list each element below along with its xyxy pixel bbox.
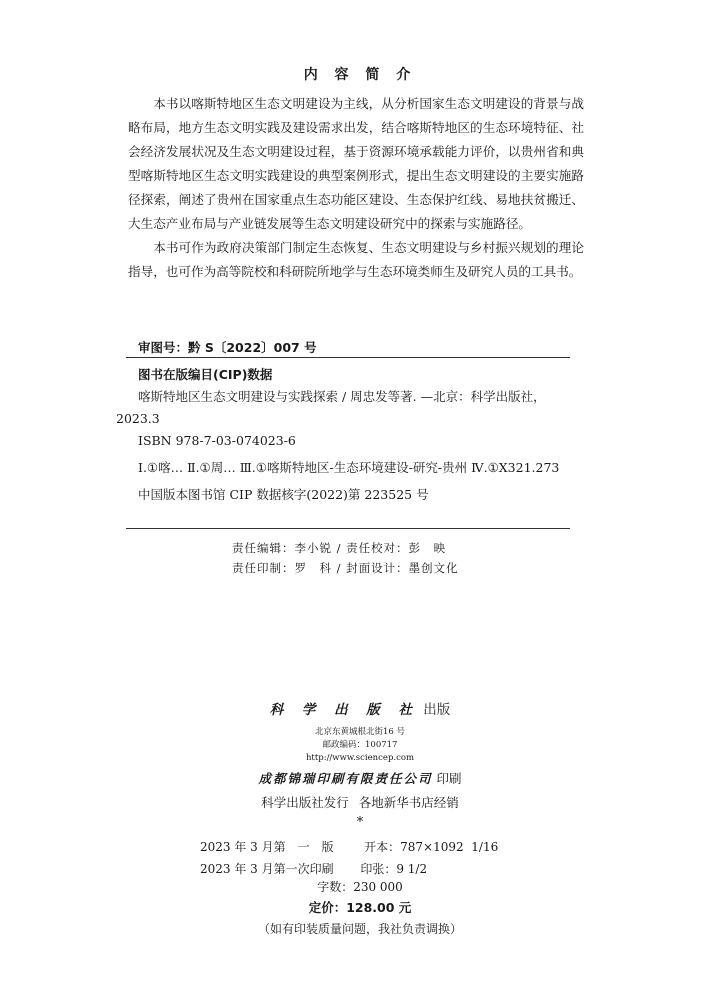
cip-entry: 喀斯特地区生态文明建设与实践探索 / 周忠发等著. —北京：科学出版社，2023.3 — [116, 389, 546, 426]
divider-top — [126, 357, 570, 358]
specs-row-1 — [200, 836, 498, 858]
word-count: 字数：230 000 — [317, 880, 403, 894]
publisher-website: http://www.sciencep.com — [305, 753, 415, 763]
cip-catalog-number: 中国版本图书馆 CIP 数据核字(2022)第 223525 号 — [138, 487, 429, 502]
abstract — [128, 92, 584, 284]
credits — [232, 538, 459, 578]
price: 定价：128.00 元 — [308, 900, 412, 915]
printing: 2023 年 3 月第一次印刷 — [200, 862, 334, 876]
edition: 2023 年 3 月第 一 版 — [200, 840, 334, 854]
divider-bottom — [126, 528, 570, 529]
printer-suffix: 印刷 — [436, 771, 462, 786]
publisher-line — [0, 698, 720, 718]
publisher-name: 科 学 出 版 社 — [269, 702, 419, 718]
book-format: 开本：787×1092 1/16 — [364, 840, 499, 854]
credits-editors: 责任编辑：李小锐 / 责任校对：彭 映 — [232, 541, 447, 555]
quality-notice: （如有印装质量问题，我社负责调换） — [257, 922, 462, 936]
page-title: 内 容 简 介 — [303, 67, 417, 83]
abstract-paragraph-1: 本书以喀斯特地区生态文明建设为主线，从分析国家生态文明建设的背景与战略布局，地方生态文明实践及建设需求出发，结合喀斯特地区的生态环境特征、社会经济发展状况及生态文明建设过程，基于资源环境承载能力评价，以贵州省和典型喀斯特地区生态文明实践建设的典型案例形式，提出生态文明建设的主要实施路径探索，阐述了贵州在国家重点生态功能区建设、生态保护红线、易地扶贫搬迁、大生态产业布局与产业链发展等生态文明建设研究中的探索与实施路径。 — [128, 96, 584, 231]
cip-block — [116, 364, 576, 506]
publisher-address: 北京东黄城根北街16 号 — [314, 727, 406, 737]
separator-star: * — [356, 815, 364, 830]
credits-production: 责任印制：罗 科 / 封面设计：墨创文化 — [232, 561, 459, 575]
cip-subjects: Ⅰ.①喀… Ⅱ.①周… Ⅲ.①喀斯特地区-生态环境建设-研究-贵州 Ⅳ.①X321.273 — [138, 460, 560, 475]
publication-specs — [200, 836, 498, 880]
printer-line — [0, 769, 720, 787]
cip-isbn: ISBN 978-7-03-074023-6 — [138, 433, 296, 448]
print-sheets: 印张：9 1/2 — [360, 862, 428, 876]
colophon — [0, 698, 720, 830]
specs-row-2 — [200, 858, 498, 880]
printer-name: 成都锦瑞印刷有限责任公司 — [258, 771, 433, 786]
cip-heading: 图书在版编目(CIP)数据 — [138, 367, 273, 382]
map-review-number: 审图号：黔 S〔2022〕007 号 — [138, 340, 317, 355]
publisher-suffix: 出版 — [423, 702, 451, 718]
abstract-paragraph-2: 本书可作为政府决策部门制定生态恢复、生态文明建设与乡村振兴规划的理论指导，也可作为高等院校和科研院所地学与生态环境类师生及研究人员的工具书。 — [128, 240, 584, 279]
distribution-line: 科学出版社发行 各地新华书店经销 — [261, 795, 459, 810]
publisher-postcode: 邮政编码：100717 — [322, 740, 398, 750]
